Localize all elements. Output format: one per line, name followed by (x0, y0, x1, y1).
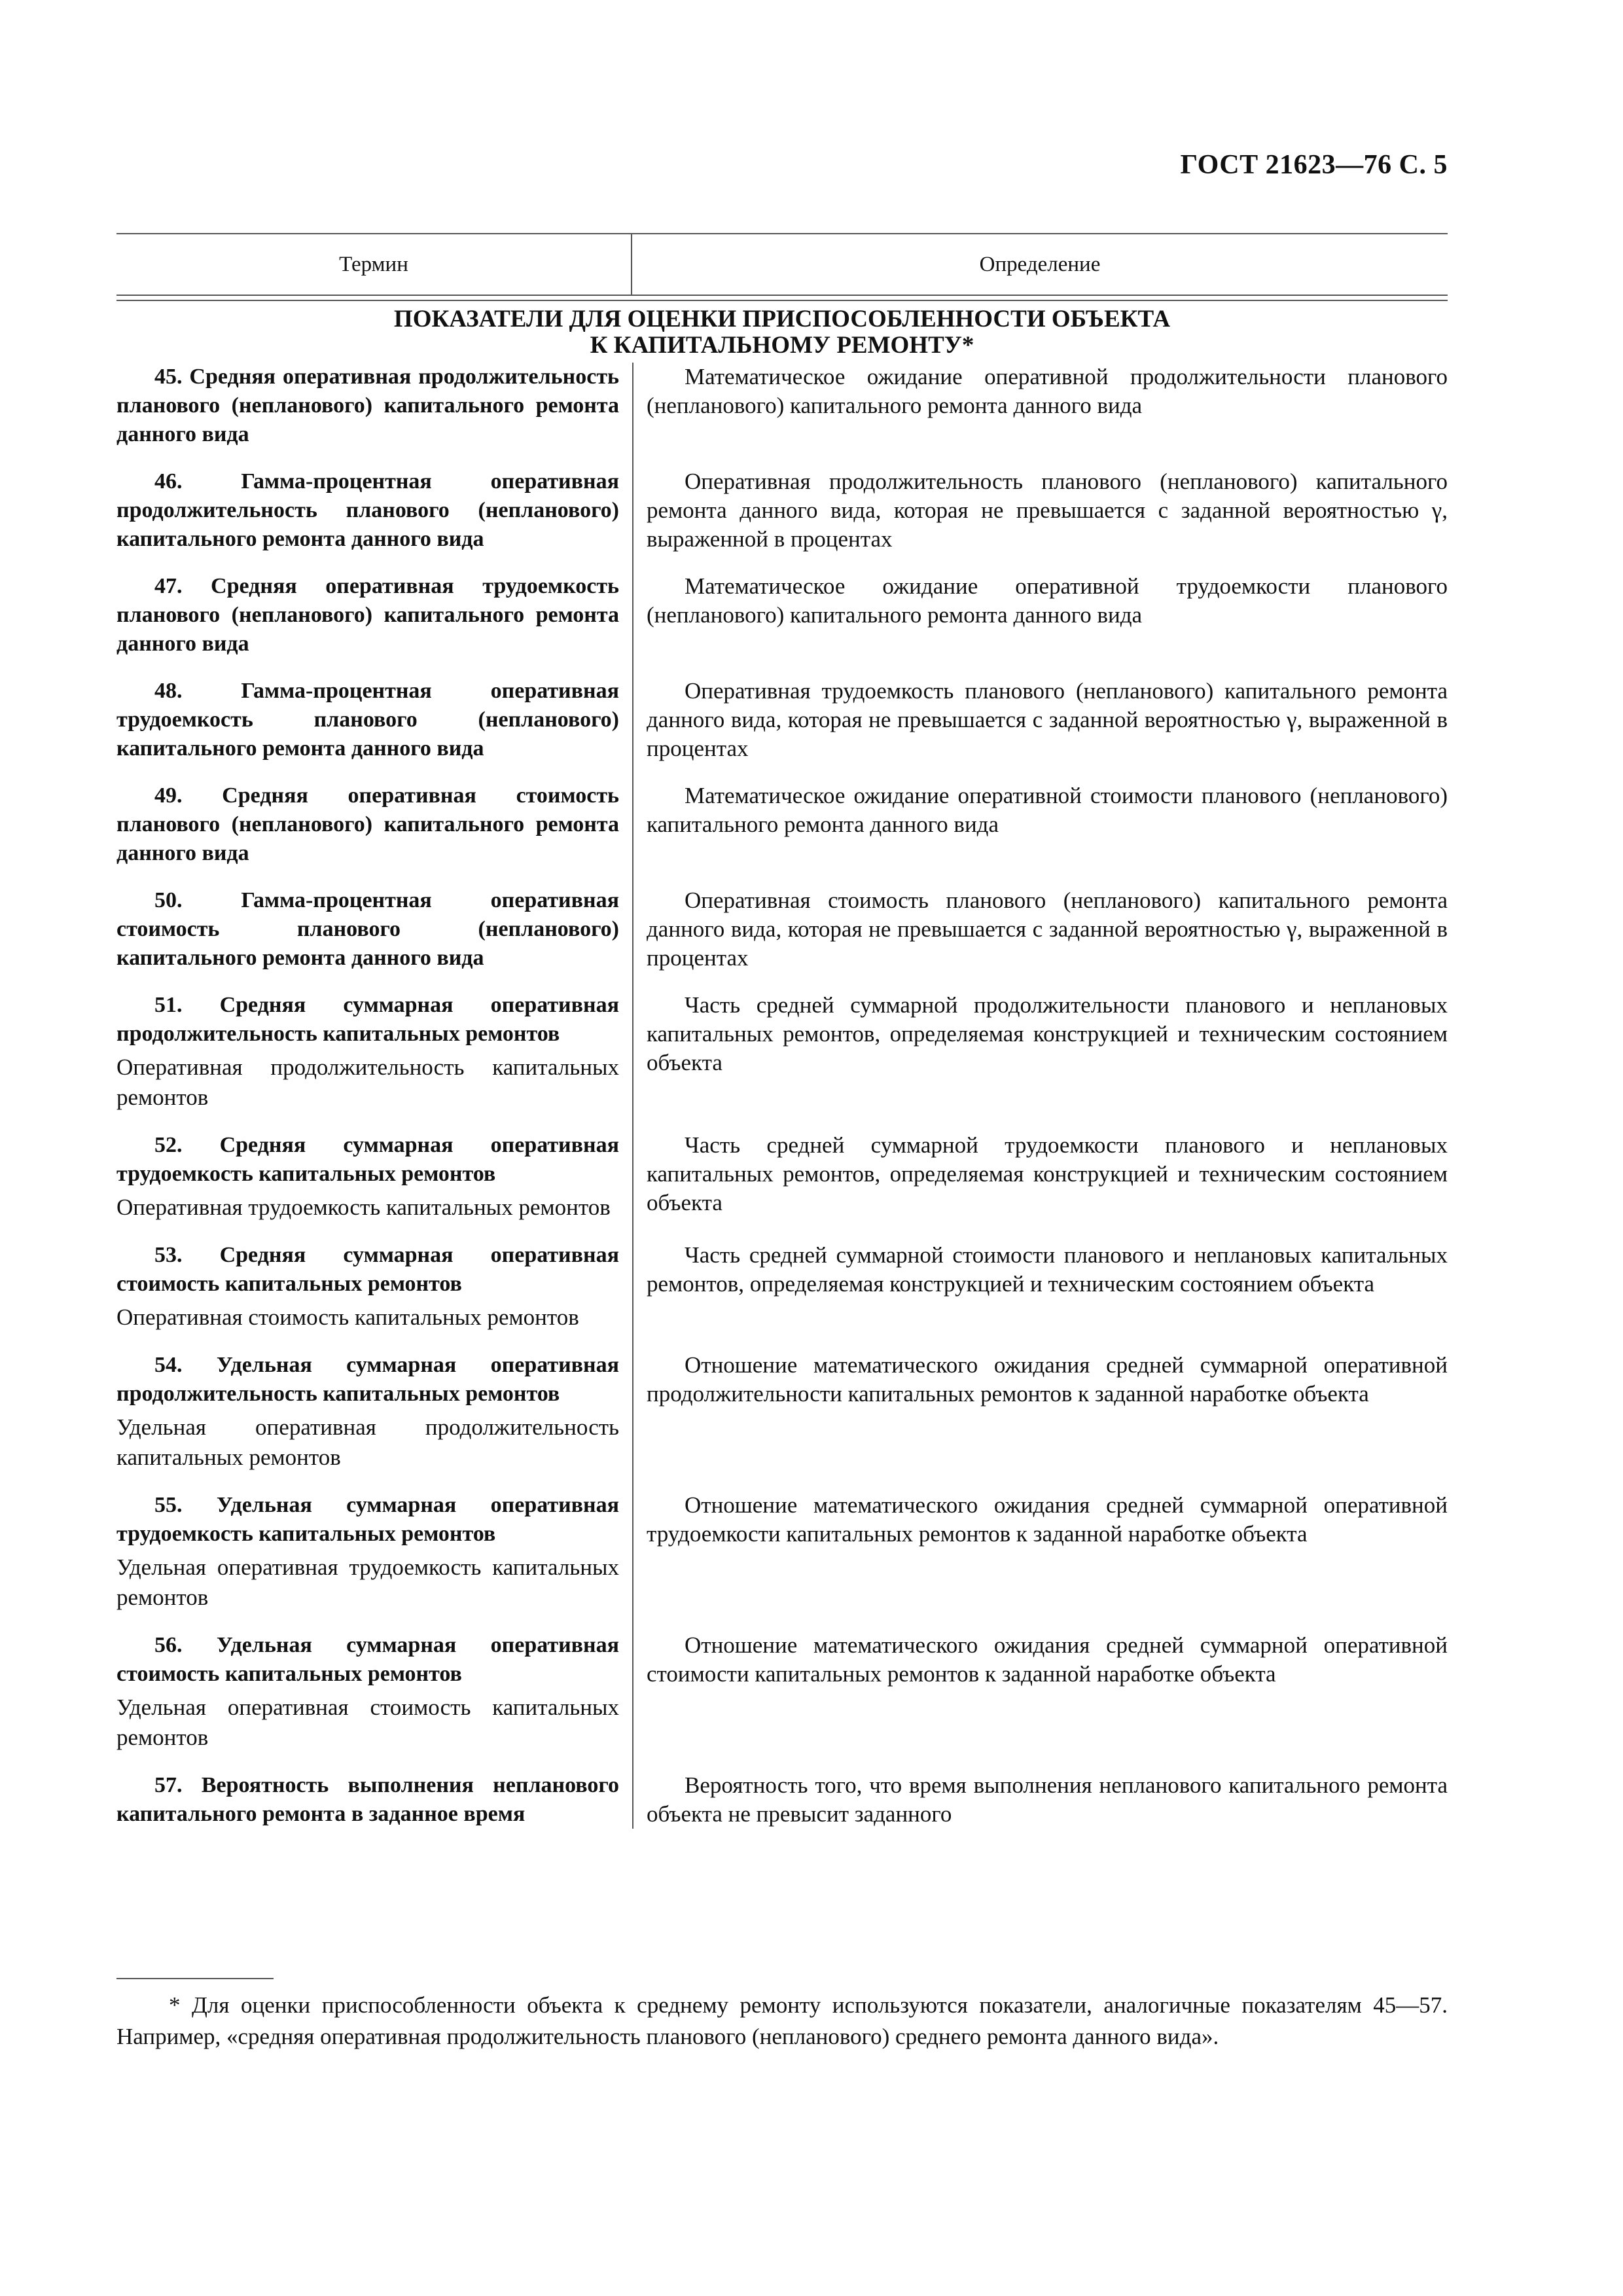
definition-text: Отношение математического ожидания средней суммарной оперативной трудоемкости капитальных ремонтов к заданной наработке объекта (647, 1492, 1448, 1547)
term-synonym: Удельная оперативная стоимость капитальных ремонтов (116, 1695, 619, 1750)
term-text: 45. Средняя оперативная продолжительность планового (непланового) капитального ремонта данного вида (116, 365, 619, 446)
section-title (116, 301, 1448, 363)
column-header-definition: Определение (979, 252, 1101, 276)
term-text: 52. Средняя суммарная оперативная трудоемкость капитальных ремонтов (116, 1133, 619, 1186)
definition-text: Отношение математического ожидания средней суммарной оперативной стоимости капитальных ремонтов к заданной наработке объекта (647, 1632, 1448, 1687)
definition-cell (632, 572, 1448, 658)
table-row (116, 991, 1448, 1113)
term-text: 48. Гамма-процентная оперативная трудоемкость планового (непланового) капитального ремонта данного вида (116, 679, 619, 761)
term-text: 50. Гамма-процентная оперативная стоимость планового (непланового) капитального ремонта данного вида (116, 888, 619, 970)
term-cell (116, 1491, 632, 1613)
table-row (116, 1771, 1448, 1829)
terms-table (116, 233, 1448, 1829)
definition-cell (632, 886, 1448, 973)
term-synonym: Оперативная трудоемкость капитальных ремонтов (116, 1194, 611, 1220)
definition-text: Часть средней суммарной продолжительности планового и неплановых капитальных ремонтов, определяемая конструкцией и техническим состоянием объекта (647, 992, 1448, 1075)
definition-text: Оперативная продолжительность планового (непланового) капитального ремонта данного вида, которая не превышается с заданной вероятностью γ, выраженной в процентах (647, 469, 1448, 552)
table-header-row (116, 234, 1448, 295)
term-text: 57. Вероятность выполнения непланового капитального ремонта в заданное время (116, 1773, 619, 1826)
term-text: 47. Средняя оперативная трудоемкость планового (непланового) капитального ремонта данного вида (116, 574, 619, 656)
definition-cell (632, 1491, 1448, 1613)
term-cell (116, 886, 632, 973)
term-cell (116, 1631, 632, 1753)
definition-cell (632, 781, 1448, 868)
table-row (116, 1131, 1448, 1223)
definition-text: Оперативная трудоемкость планового (непланового) капитального ремонта данного вида, которая не превышается с заданной вероятностью γ, выраженной в процентах (647, 678, 1448, 761)
term-text: 54. Удельная суммарная оперативная продолжительность капитальных ремонтов (116, 1353, 619, 1406)
table-row (116, 363, 1448, 449)
table-row (116, 572, 1448, 658)
definition-text: Вероятность того, что время выполнения непланового капитального ремонта объекта не превысит заданного (647, 1772, 1448, 1827)
definition-cell (632, 467, 1448, 554)
definition-cell (632, 1131, 1448, 1223)
term-text: 51. Средняя суммарная оперативная продолжительность капитальных ремонтов (116, 993, 619, 1046)
term-synonym: Оперативная стоимость капитальных ремонтов (116, 1304, 579, 1330)
term-text: 49. Средняя оперативная стоимость планового (непланового) капитального ремонта данного вида (116, 783, 619, 865)
definition-text: Математическое ожидание оперативной продолжительности планового (непланового) капитального ремонта данного вида (647, 364, 1448, 418)
definition-cell (632, 1241, 1448, 1333)
definition-cell (632, 1771, 1448, 1829)
term-cell (116, 363, 632, 449)
section-title-line-1: ПОКАЗАТЕЛИ ДЛЯ ОЦЕНКИ ПРИСПОСОБЛЕННОСТИ ОБЪЕКТА (393, 306, 1171, 332)
term-synonym: Оперативная продолжительность капитальных ремонтов (116, 1054, 619, 1110)
table-row (116, 1241, 1448, 1333)
definition-text: Математическое ожидание оперативной трудоемкости планового (непланового) капитального ремонта данного вида (647, 573, 1448, 628)
table-body (116, 363, 1448, 1829)
definition-cell (632, 991, 1448, 1113)
term-cell (116, 781, 632, 868)
column-header-term: Термин (116, 234, 632, 295)
footnote-rule (116, 1978, 274, 1979)
term-cell (116, 1351, 632, 1473)
entries-list (116, 363, 1448, 1829)
term-cell (116, 572, 632, 658)
term-synonym: Удельная оперативная продолжительность капитальных ремонтов (116, 1414, 619, 1470)
definition-text: Оперативная стоимость планового (непланового) капитального ремонта данного вида, которая не превышается с заданной вероятностью γ, выраженной в процентах (647, 888, 1448, 971)
footnote: * Для оценки приспособленности объекта к среднему ремонту используются показатели, аналогичные показателям 45—57. Например, «средняя оперативная продолжительность планового (непланового) среднего ремонта данного вида». (116, 1992, 1448, 2049)
table-row (116, 1491, 1448, 1613)
term-cell (116, 677, 632, 763)
definition-text: Часть средней суммарной трудоемкости планового и неплановых капитальных ремонтов, определяемая конструкцией и техническим состоянием объекта (647, 1132, 1448, 1215)
term-text: 53. Средняя суммарная оперативная стоимость капитальных ремонтов (116, 1243, 619, 1296)
definition-cell (632, 1631, 1448, 1753)
term-cell (116, 1131, 632, 1223)
column-divider (632, 363, 633, 1829)
definition-text: Отношение математического ожидания средней суммарной оперативной продолжительности капитальных ремонтов к заданной наработке объекта (647, 1352, 1448, 1407)
definition-cell (632, 363, 1448, 449)
table-row (116, 886, 1448, 973)
definition-cell (632, 1351, 1448, 1473)
table-row (116, 677, 1448, 763)
term-cell (116, 467, 632, 554)
table-row (116, 1351, 1448, 1473)
term-text: 46. Гамма-процентная оперативная продолжительность планового (непланового) капитального ремонта данного вида (116, 469, 619, 551)
term-synonym: Удельная оперативная трудоемкость капитальных ремонтов (116, 1554, 619, 1610)
definition-text: Часть средней суммарной стоимости планового и неплановых капитальных ремонтов, определяемая конструкцией и техническим состоянием объекта (647, 1242, 1448, 1297)
page-header: ГОСТ 21623—76 С. 5 (1180, 150, 1448, 180)
term-cell (116, 1241, 632, 1333)
term-text: 56. Удельная суммарная оперативная стоимость капитальных ремонтов (116, 1633, 619, 1686)
section-title-line-2: К КАПИТАЛЬНОМУ РЕМОНТУ* (590, 332, 974, 359)
table-row (116, 467, 1448, 554)
definition-cell (632, 677, 1448, 763)
term-cell (116, 991, 632, 1113)
table-row (116, 1631, 1448, 1753)
definition-text: Математическое ожидание оперативной стоимости планового (непланового) капитального ремонта данного вида (647, 783, 1448, 837)
term-cell (116, 1771, 632, 1829)
term-text: 55. Удельная суммарная оперативная трудоемкость капитальных ремонтов (116, 1493, 619, 1546)
table-row (116, 781, 1448, 868)
